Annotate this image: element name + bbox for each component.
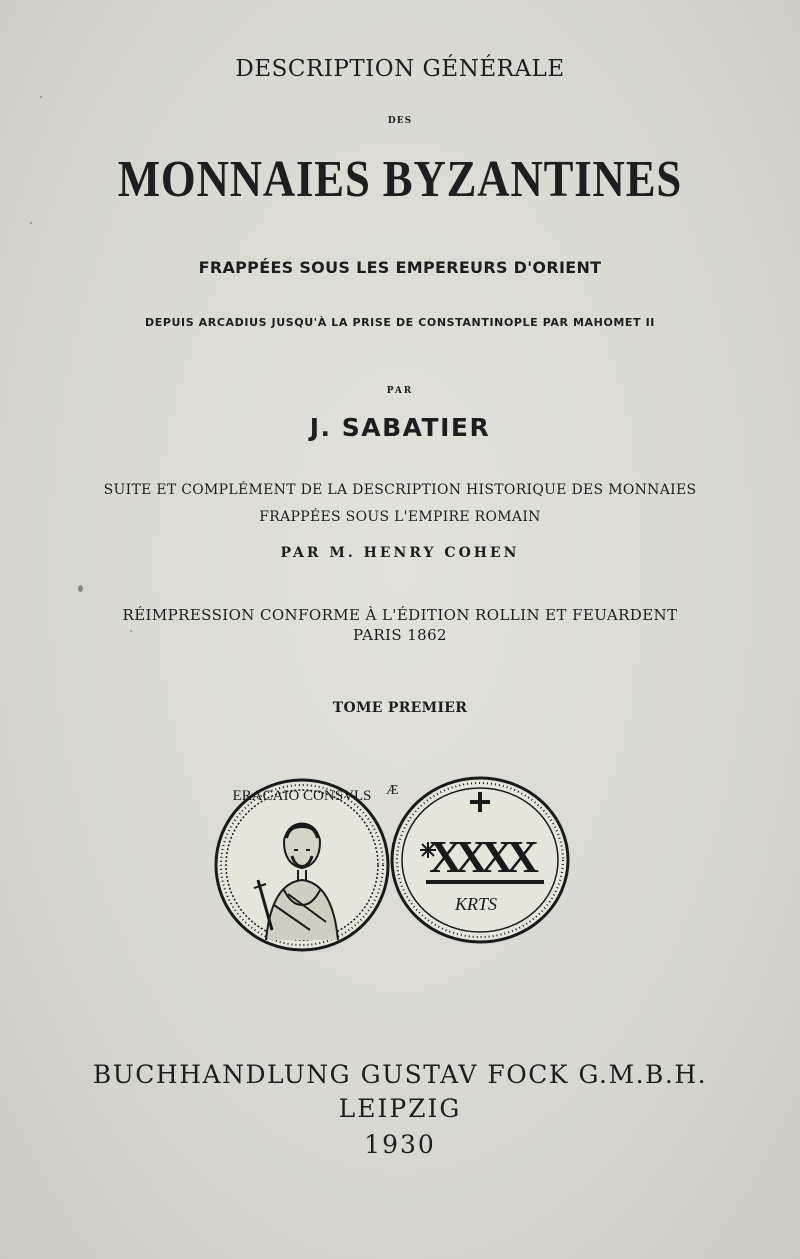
- paper-speck: [30, 222, 32, 224]
- obverse-legend: ERACAIO CONSVLS: [232, 788, 372, 804]
- reprint-line-1: RÉIMPRESSION CONFORME À L'ÉDITION ROLLIN ET FEUARDENT: [122, 606, 678, 624]
- reverse-coin: [392, 778, 568, 942]
- publisher-city: LEIPZIG: [338, 1094, 462, 1123]
- by-label: PAR: [386, 386, 414, 396]
- cohen-credit: PAR M. HENRY COHEN: [280, 545, 520, 561]
- coin-illustration: [214, 770, 574, 955]
- volume-label: TOME PREMIER: [332, 700, 468, 716]
- header-description: DESCRIPTION GÉNÉRALE: [235, 56, 565, 82]
- paper-speck: [78, 585, 83, 592]
- metal-mark: Æ: [386, 783, 399, 798]
- header-des: DES: [387, 116, 413, 126]
- reverse-exergue: KRTS: [454, 894, 498, 914]
- reverse-mark: XXXX: [429, 831, 539, 882]
- subtitle: FRAPPÉES SOUS LES EMPEREURS D'ORIENT: [198, 258, 602, 277]
- obverse-coin: [216, 780, 388, 950]
- reprint-line-2: PARIS 1862: [353, 626, 447, 644]
- publisher: BUCHHANDLUNG GUSTAV FOCK G.M.B.H.: [92, 1060, 708, 1089]
- paper-speck: [130, 630, 132, 632]
- subtitle-period: DEPUIS ARCADIUS JUSQU'À LA PRISE DE CONSTANTINOPLE PAR MAHOMET II: [145, 316, 655, 329]
- main-title: MONNAIES BYZANTINES: [117, 151, 683, 208]
- paper-speck: [40, 96, 42, 98]
- author-name: J. SABATIER: [309, 413, 491, 442]
- suite-line-2: FRAPPÉES SOUS L'EMPIRE ROMAIN: [259, 509, 541, 525]
- suite-line-1: SUITE ET COMPLÉMENT DE LA DESCRIPTION HISTORIQUE DES MONNAIES: [103, 482, 697, 498]
- publication-year: 1930: [364, 1130, 436, 1159]
